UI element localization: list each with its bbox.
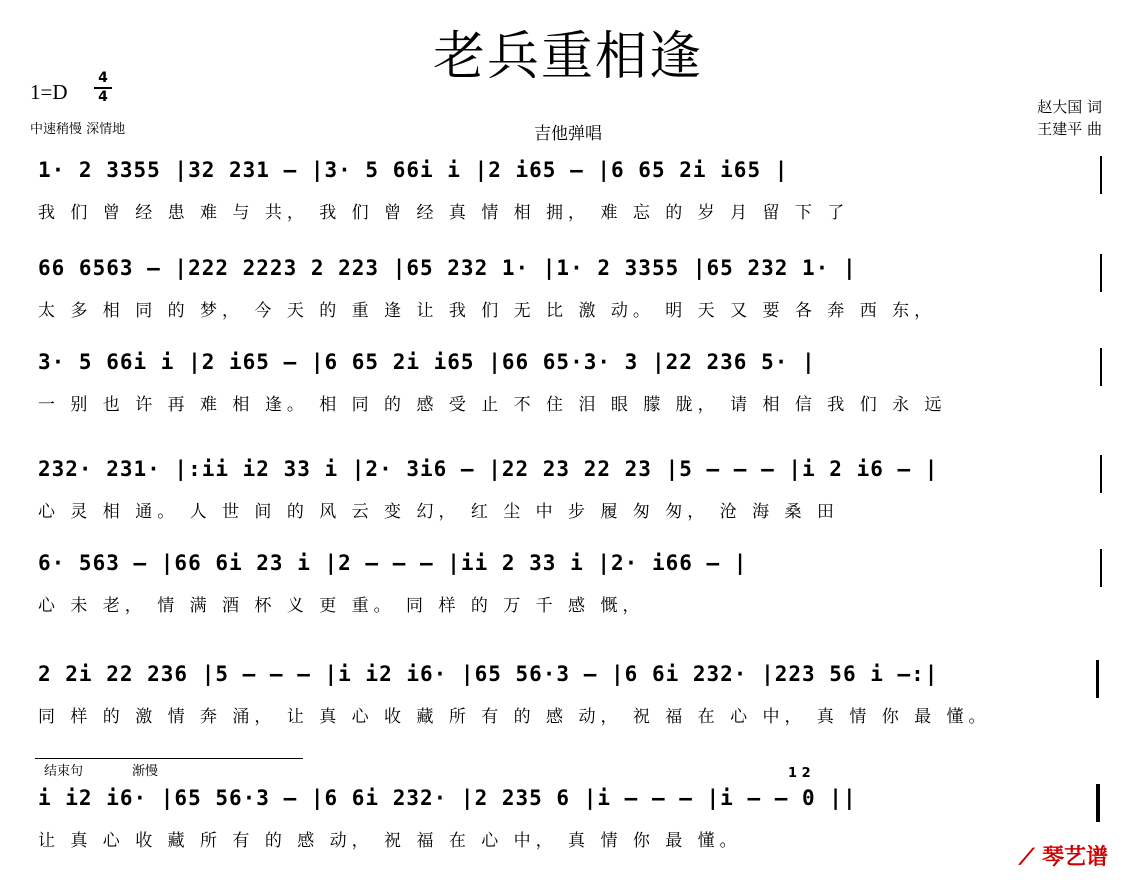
- time-sig-bottom: 4: [98, 89, 108, 105]
- barline: [1100, 348, 1102, 386]
- final-barline: [1096, 784, 1100, 822]
- watermark-logo: [1019, 840, 1108, 871]
- composer: 王建平 曲: [1037, 120, 1102, 138]
- score-line-6: [0, 662, 1136, 762]
- ending-label: 结束句: [44, 764, 84, 779]
- score-title: 老兵重相逢: [432, 27, 703, 87]
- lyrics: 一 别 也 许 再 难 相 逢。 相 同 的 感 受 止 不 住 泪 眼 朦 胧， 请 相 信 我 们 永 远: [38, 395, 947, 415]
- lyrics: 太 多 相 同 的 梦， 今 天 的 重 逢 让 我 们 无 比 激 动。 明 天 又 要 各 奔 西 东，: [38, 301, 937, 321]
- subtitle: 吉他弹唱: [534, 124, 602, 144]
- score-line-4: [0, 457, 1136, 557]
- repeat-end-barline: [1096, 660, 1099, 698]
- barline: [1100, 455, 1102, 493]
- score-line-7: [0, 764, 1136, 886]
- key-signature: 1=D: [30, 80, 68, 104]
- lyrics: 让 真 心 收 藏 所 有 的 感 动， 祝 福 在 心 中， 真 情 你 最 懂。: [38, 831, 742, 851]
- tempo-marking: 中速稍慢 深情地: [30, 122, 126, 137]
- barline: [1100, 156, 1102, 194]
- lyrics: 同 样 的 激 情 奔 涌， 让 真 心 收 藏 所 有 的 感 动， 祝 福 在 心 中， 真 情 你 最 懂。: [38, 707, 991, 727]
- score-line-3: [0, 350, 1136, 450]
- barline: [1100, 549, 1102, 587]
- notation: 66 6563 – |222 2223 2 223 |65 232 1· |1· 2 3355 |65 232 1· |: [38, 256, 857, 280]
- logo-icon: ⟋: [1018, 845, 1035, 870]
- score-line-1: [0, 158, 1136, 258]
- lyrics: 我 们 曾 经 患 难 与 共， 我 们 曾 经 真 情 相 拥， 难 忘 的 岁 月 留 下 了: [38, 203, 850, 223]
- notation: 1· 2 3355 |32 231 – |3· 5 66i i |2 i65 – |6 65 2i i65 |: [38, 158, 789, 182]
- ending-tempo: 渐慢: [132, 764, 159, 779]
- notation: 232· 231· |:ii i2 33 i |2· 3i6 – |22 23 22 23 |5 – – – |i 2 i6 – |: [38, 457, 939, 481]
- notation: 6· 563 – |66 6i 23 i |2 – – – |ii 2 33 i |2· i66 – |: [38, 551, 748, 575]
- score-line-5: [0, 551, 1136, 651]
- volta-mark: 1 2: [788, 766, 811, 781]
- time-signature: [94, 70, 112, 106]
- watermark-text: 琴艺谱: [1041, 845, 1108, 870]
- score-line-2: [0, 256, 1136, 356]
- lyricist: 赵大国 词: [1037, 98, 1102, 116]
- notation: 3· 5 66i i |2 i65 – |6 65 2i i65 |66 65·3· 3 |22 236 5· |: [38, 350, 816, 374]
- barline: [1100, 254, 1102, 292]
- lyrics: 心 未 老， 情 满 酒 杯 义 更 重。 同 样 的 万 千 感 慨，: [38, 596, 645, 616]
- notation: 2 2i 22 236 |5 – – – |i i2 i6· |65 56·3 – |6 6i 232· |223 56 i –:|: [38, 662, 939, 686]
- ending-bracket: [35, 758, 303, 759]
- notation: i i2 i6· |65 56·3 – |6 6i 232· |2 235 6 |i – – – |i – – 0 ||: [38, 786, 857, 810]
- lyrics: 心 灵 相 通。 人 世 间 的 风 云 变 幻， 红 尘 中 步 履 匆 匆， 沧 海 桑 田: [38, 502, 839, 522]
- time-sig-top: 4: [94, 70, 112, 89]
